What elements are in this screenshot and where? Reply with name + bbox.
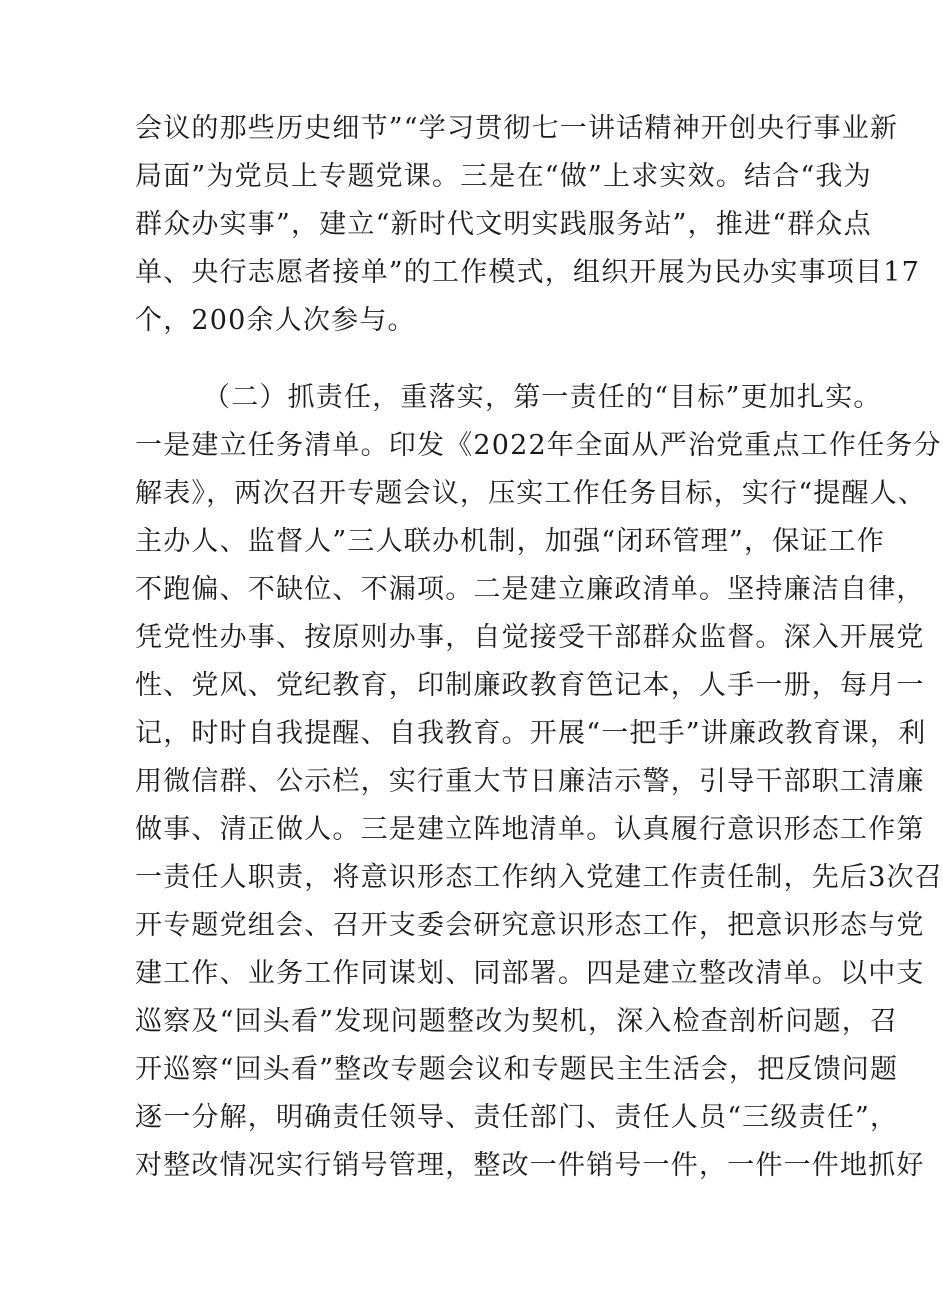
paragraph-1 (135, 105, 920, 345)
paragraph-line: 对整改情况实行销号管理，整改一件销号一件，一件一件地抓好 (135, 1150, 925, 1181)
paragraph-line: 做事、清正做人。三是建立阵地清单。认真履行意识形态工作第 (135, 814, 925, 845)
paragraph-line: 开专题党组会、召开支委会研究意识形态工作，把意识形态与党 (135, 910, 925, 941)
paragraph-line: 个，200余人次参与。 (135, 305, 416, 336)
paragraph-line: 一责任人职责，将意识形态工作纳入党建工作责任制，先后3次召 (135, 862, 943, 893)
page-top-edge (0, 0, 920, 8)
page-bottom-edge (0, 1293, 920, 1301)
paragraph-line: 凭党性办事、按原则办事，自觉接受干部群众监督。深入开展党 (135, 622, 925, 653)
paragraph-line: 解表》，两次召开专题会议，压实工作任务目标，实行“提醒人、 (135, 478, 927, 509)
paragraph-line: 单、央行志愿者接单”的工作模式，组织开展为民办实事项目17 (135, 257, 920, 288)
paragraph-line: 记，时时自我提醒、自我教育。开展“一把手”讲廉政教育课，利 (135, 718, 927, 749)
paragraph-line: 建工作、业务工作同谋划、同部署。四是建立整改清单。以中支 (135, 958, 925, 989)
paragraph-2 (135, 374, 943, 1190)
paragraph-line: 用微信群、公示栏，实行重大节日廉洁示警，引导干部职工清廉 (135, 766, 925, 797)
paragraph-line: 主办人、监督人”三人联办机制，加强“闭环管理”，保证工作 (135, 526, 886, 557)
paragraph-line: 不跑偏、不缺位、不漏项。二是建立廉政清单。坚持廉洁自律， (135, 574, 925, 605)
paragraph-line: 局面”为党员上专题党课。三是在“做”上求实效。结合“我为 (135, 161, 872, 192)
paragraph-line: 逐一分解，明确责任领导、责任部门、责任人员“三级责任”， (135, 1102, 899, 1133)
paragraph-line: 群众办实事”，建立“新时代文明实践服务站”，推进“群众点 (135, 209, 872, 240)
paragraph-line: 开巡察“回头看”整改专题会议和专题民主生活会，把反馈问题 (135, 1054, 899, 1085)
section-heading: （二）抓责任，重落实，第一责任的“目标”更加扎实。 (203, 382, 882, 413)
paragraph-line: 性、党风、党纪教育，印制廉政教育笆记本，人手一册，每月一 (135, 670, 925, 701)
paragraph-line: 巡察及“回头看”发现问题整改为契机，深入检查剖析问题，召 (135, 1006, 899, 1037)
paragraph-line: 会议的那些历史细节”“学习贯彻七一讲话精神开创央行事业新 (135, 113, 899, 144)
paragraph-line: 一是建立任务清单。印发《2022年全面从严治党重点工作任务分 (135, 430, 942, 461)
